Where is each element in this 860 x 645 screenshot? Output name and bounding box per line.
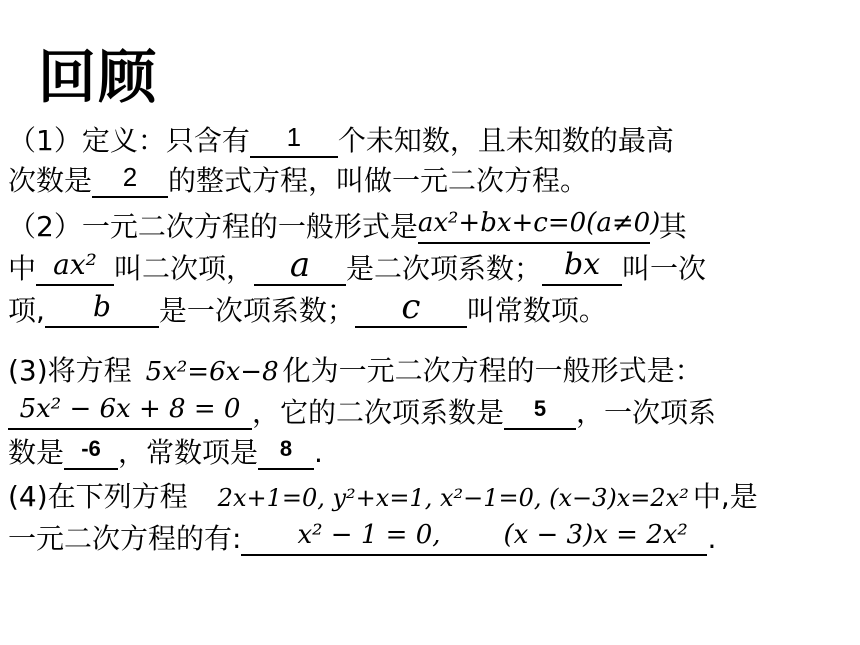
q3-text-7: . bbox=[314, 436, 323, 469]
q1-answer-unknowns: 1 bbox=[286, 122, 302, 152]
q2-text-2: 其 bbox=[649, 210, 687, 243]
q2-text-8: 是一次项系数； bbox=[158, 294, 355, 327]
q4-text-1: (4)在下列方程 bbox=[8, 480, 188, 513]
q1-text-4: 的整式方程，叫做一元二次方程。 bbox=[168, 164, 589, 197]
q4-line-1 bbox=[8, 480, 758, 515]
q2-text-4: 叫二次项， bbox=[114, 252, 255, 285]
q3-answer-form: 5x² − 6x + 8 = 0 bbox=[19, 394, 241, 424]
q2-text-5: 是二次项系数； bbox=[346, 252, 543, 285]
q4-answer-2: (x − 3)x = 2x² bbox=[503, 520, 688, 550]
q1-blank-degree bbox=[92, 162, 168, 198]
q2-line-1 bbox=[8, 208, 687, 244]
q3-answer-quadratic-coef: 5 bbox=[533, 396, 547, 421]
q2-text-7: 项, bbox=[8, 294, 45, 327]
q4-text-4: . bbox=[707, 522, 717, 555]
q2-blank-quadratic-term bbox=[36, 250, 114, 286]
q3-line-2 bbox=[8, 394, 716, 430]
q1-answer-degree: 2 bbox=[122, 162, 138, 192]
q2-text-6: 叫一次 bbox=[622, 252, 707, 285]
q3-line-1 bbox=[8, 354, 703, 389]
q2-blank-general-form bbox=[417, 208, 661, 244]
q3-equation: 5x²=6x−8 bbox=[145, 357, 279, 387]
q4-line-2 bbox=[8, 520, 716, 556]
q3-text-5: 数是 bbox=[8, 436, 65, 469]
q3-blank-linear-coef bbox=[64, 434, 118, 470]
q2-blank-linear-term bbox=[542, 247, 622, 286]
q2-answer-constant: c bbox=[401, 287, 421, 327]
q2-answer-linear-coef: b bbox=[92, 290, 111, 323]
q2-text-9: 叫常数项。 bbox=[466, 294, 607, 327]
q3-blank-constant bbox=[258, 434, 314, 470]
q4-text-3: 一元二次方程的有: bbox=[8, 522, 242, 555]
q3-blank-answer-form bbox=[8, 394, 252, 430]
page-title: 回顾 bbox=[38, 43, 159, 111]
q4-answer-1: x² − 1 = 0, bbox=[297, 520, 441, 550]
q3-text-4: ，一次项系 bbox=[576, 396, 717, 429]
q4-equations: 2x+1=0, y²+x=1, x²−1=0, (x−3)x=2x² bbox=[217, 484, 689, 512]
q2-answer-linear-term: bx bbox=[563, 247, 601, 282]
q2-answer-quadratic-coef: a bbox=[289, 245, 311, 285]
q1-line-2 bbox=[8, 162, 588, 198]
q3-answer-constant: 8 bbox=[279, 436, 293, 461]
q2-blank-constant bbox=[355, 287, 467, 328]
q2-text-3: 中 bbox=[8, 252, 37, 285]
q3-text-1: (3)将方程 bbox=[8, 354, 132, 387]
q4-text-2: 中,是 bbox=[692, 480, 758, 513]
q3-line-3 bbox=[8, 434, 323, 470]
q3-text-3: ，它的二次项系数是 bbox=[252, 396, 505, 429]
q3-text-2: 化为一元二次方程的一般形式是： bbox=[282, 354, 703, 387]
q1-text-1: （1）定义：只含有 bbox=[8, 124, 250, 157]
q3-answer-linear-coef: -6 bbox=[81, 436, 101, 461]
q1-line-1 bbox=[8, 122, 674, 158]
q2-text-1: （2）一元二次方程的一般形式是 bbox=[8, 210, 418, 243]
q2-line-2 bbox=[8, 245, 707, 286]
q2-blank-linear-coef bbox=[45, 292, 159, 328]
q1-blank-unknowns bbox=[250, 122, 338, 158]
q2-general-form: ax²+bx+c=0(a≠0) bbox=[417, 208, 661, 238]
q3-blank-quadratic-coef bbox=[504, 394, 576, 430]
q3-text-6: ，常数项是 bbox=[118, 436, 259, 469]
q2-blank-quadratic-coef bbox=[254, 245, 346, 286]
q2-answer-quadratic-term: ax² bbox=[53, 248, 97, 281]
q4-blank-answer bbox=[241, 520, 707, 556]
q1-text-2: 个未知数，且未知数的最高 bbox=[337, 124, 674, 157]
q1-text-3: 次数是 bbox=[8, 164, 93, 197]
q2-line-3 bbox=[8, 287, 607, 328]
